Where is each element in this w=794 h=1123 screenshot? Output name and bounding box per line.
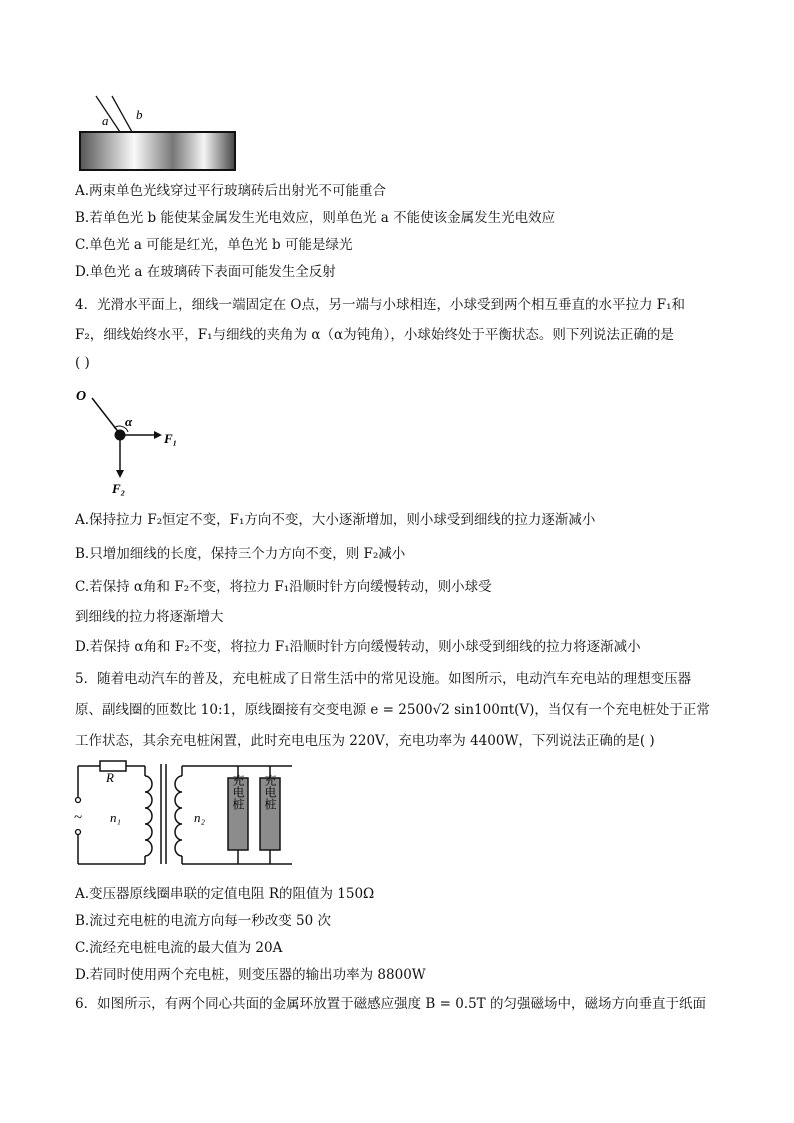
force-diagram-figure (70, 382, 190, 497)
q5-option-d: D.若同时使用两个充电桩，则变压器的输出功率为 8800W (75, 967, 426, 983)
q4-stem-line2: F₂，细线始终水平，F₁与细线的夹角为 α（α为钝角），小球始终处于平衡状态。则下列说法正确的是 (75, 327, 674, 343)
f1-arrowhead (154, 431, 162, 439)
label-b: b (136, 107, 143, 122)
q4-option-c-line2: 到细线的拉力将逐渐增大 (75, 609, 224, 625)
q5-stem-line1: 5．随着电动汽车的普及，充电桩成了日常生活中的常见设施。如图所示，电动汽车充电站的理想变压器 (75, 671, 692, 687)
primary-coil (145, 776, 152, 856)
q5-stem-line2: 原、副线圈的匝数比 10:1，原线圈接有交变电源 e = 2500√2 sin100πt(V)，当仅有一个充电桩处于正常 (75, 702, 710, 718)
ray-b (112, 96, 132, 132)
label-r: R (106, 770, 114, 785)
glass-brick-figure (70, 92, 245, 174)
transformer-circuit-figure (70, 758, 300, 870)
string-line (92, 398, 120, 434)
label-ac-source: ~ (74, 810, 83, 826)
q3-option-a: A.两束单色光线穿过平行玻璃砖后出射光不可能重合 (75, 183, 387, 199)
glass-brick-svg (70, 92, 245, 174)
pile1-label: 充电桩 (231, 774, 245, 810)
terminal-top (76, 798, 81, 803)
secondary-coil (175, 776, 182, 856)
q5-option-b: B.流过充电桩的电流方向每一秒改变 50 次 (75, 913, 331, 929)
q4-option-d: D.若保持 α角和 F₂不变，将拉力 F₁沿顺时针方向缓慢转动，则小球受到细线的拉力将逐渐减小 (75, 639, 641, 655)
f2-arrowhead (116, 470, 124, 478)
terminal-bottom (76, 830, 81, 835)
pile2-label: 充电桩 (263, 774, 277, 810)
q4-stem-line1: 4．光滑水平面上，细线一端固定在 O点，另一端与小球相连，小球受到两个相互垂直的水平拉力 F₁和 (75, 297, 686, 313)
q5-option-c: C.流经充电桩电流的最大值为 20A (75, 940, 283, 956)
q5-stem-line3: 工作状态，其余充电桩闲置，此时充电电压为 220V，充电功率为 4400W，下列说法正确的是( ) (75, 733, 655, 749)
q4-option-c-line1: C.若保持 α角和 F₂不变，将拉力 F₁沿顺时针方向缓慢转动，则小球受 (75, 579, 492, 595)
q5-option-a: A.变压器原线圈串联的定值电阻 R的阻值为 150Ω (75, 886, 375, 902)
q6-stem-line1: 6．如图所示，有两个同心共面的金属环放置于磁感应强度 B = 0.5T 的匀强磁场中，磁场方向垂直于纸面 (75, 996, 706, 1012)
q4-option-a: A.保持拉力 F₂恒定不变，F₁方向不变，大小逐渐增加，则小球受到细线的拉力逐渐减小 (75, 512, 596, 528)
label-a: a (102, 113, 109, 128)
q4-option-b: B.只增加细线的长度，保持三个力方向不变，则 F₂减小 (75, 546, 406, 562)
label-f2: F₂ (112, 481, 126, 496)
glass-brick (80, 132, 235, 170)
q3-option-c: C.单色光 a 可能是红光，单色光 b 可能是绿光 (75, 237, 353, 253)
label-n1: n₁ (110, 810, 122, 825)
q3-option-b: B.若单色光 b 能使某金属发生光电效应，则单色光 a 不能使该金属发生光电效应 (75, 210, 556, 226)
label-alpha: α (125, 414, 133, 429)
label-o: O (76, 389, 87, 404)
q4-stem-line3: ( ) (75, 355, 90, 371)
transformer-circuit-svg (70, 758, 300, 870)
force-diagram-svg (70, 382, 190, 497)
q3-option-d: D.单色光 a 在玻璃砖下表面可能发生全反射 (75, 264, 336, 280)
label-n2: n₂ (194, 810, 206, 825)
label-f1: F₁ (164, 431, 178, 446)
